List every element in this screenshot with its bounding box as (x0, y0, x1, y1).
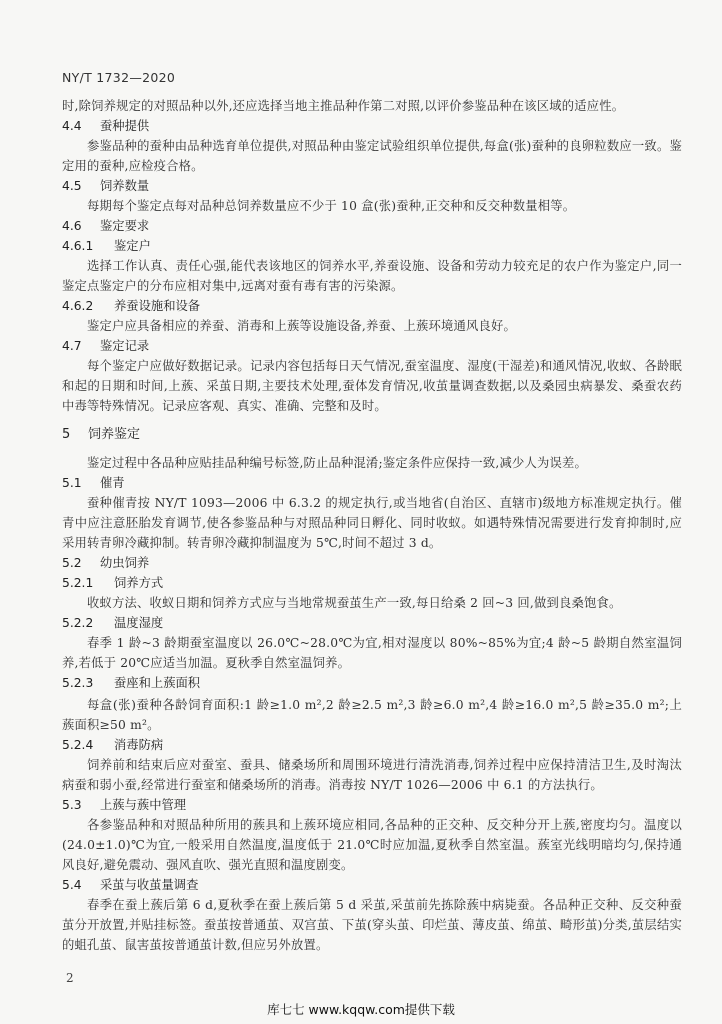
section-title: 消毒防病 (114, 738, 164, 752)
section-text-5-1: 蚕种催青按 NY/T 1093—2006 中 6.3.2 的规定执行,或当地省(自治区、直辖市)级地方标准规定执行。催青中应注意胚胎发育调节,使各参鉴品种与对照品种同日孵化、同时收蚁。如遇特殊情况需要进行发育抑制时,应采用转青卵冷藏抑制。转青卵冷藏抑制温度为 5℃,时间不超过 3 d。 (62, 496, 682, 550)
section-heading-5-3 (62, 795, 682, 815)
section-title: 催青 (100, 476, 125, 490)
section-heading-5-2-2 (62, 613, 682, 633)
section-text-4-4: 参鉴品种的蚕种由品种选育单位提供,对照品种由鉴定试验组织单位提供,每盒(张)蚕种的良卵粒数应一致。鉴定用的蚕种,应检疫合格。 (62, 139, 682, 173)
section-text-5-2-4: 饲养前和结束后应对蚕室、蚕具、储桑场所和周围环境进行清洗消毒,饲养过程中应保持清洁卫生,及时淘汰病蚕和弱小蚕,经常进行蚕室和储桑场所的消毒。消毒按 NY/T 1026—2006 中 6.1 的方法执行。 (62, 758, 682, 792)
standard-id: NY/T 1732—2020 (62, 70, 176, 85)
section-text-4-6-2: 鉴定户应具备相应的养蚕、消毒和上蔟等设施设备,养蚕、上蔟环境通风良好。 (87, 319, 517, 333)
section-heading-5-2-3 (62, 673, 682, 693)
section-text-4-5: 每期每个鉴定点每对品种总饲养数量应不少于 10 盒(张)蚕种,正交种和反交种数量相等。 (87, 199, 576, 213)
section-text-5: 鉴定过程中各品种应贴挂品种编号标签,防止品种混淆;鉴定条件应保持一致,减少人为误差。 (87, 456, 587, 470)
section-heading-4-6 (62, 216, 682, 236)
section-heading-4-7 (62, 336, 682, 356)
section-number: 5.1 (62, 476, 82, 490)
section-title: 养蚕设施和设备 (114, 299, 201, 313)
section-number: 5.2.1 (62, 576, 94, 590)
section-text-4-7: 每个鉴定户应做好数据记录。记录内容包括每日天气情况,蚕室温度、湿度(干湿差)和通风情况,收蚁、各龄眠和起的日期和时间,上蔟、采茧日期,主要技术处理,蚕体发育情况,收茧量调查数据,以及桑园虫病暴发、桑蚕农药中毒等特殊情况。记录应客观、真实、准确、完整和及时。 (62, 359, 682, 413)
section-number: 4.6.2 (62, 299, 94, 313)
section-number: 5.3 (62, 798, 82, 812)
section-heading-4-4 (62, 116, 682, 136)
intro-paragraph: 时,除饲养规定的对照品种以外,还应选择当地主推品种作第二对照,以评价参鉴品种在该区域的适应性。 (62, 99, 625, 113)
section-text-5-4: 春季在蚕上蔟后第 6 d,夏秋季在蚕上蔟后第 5 d 采茧,采茧前先拣除蔟中病毙蚕。各品种正交种、反交种蚕茧分开放置,并贴挂标签。蚕茧按普通茧、双宫茧、下茧(穿头茧、印烂茧、薄皮茧、绵茧、畸形茧)分类,茧层结实的蛆孔茧、鼠害茧按普通茧计数,但应另外放置。 (62, 898, 682, 952)
section-number: 5.4 (62, 878, 82, 892)
section-number: 4.6 (62, 219, 82, 233)
document-body (62, 96, 682, 955)
section-title: 幼虫饲养 (100, 556, 150, 570)
section-title: 上蔟与蔟中管理 (100, 798, 187, 812)
section-heading-5-2 (62, 553, 682, 573)
section-text-5-2-2: 春季 1 龄~3 龄期蚕室温度以 26.0℃~28.0℃为宜,相对湿度以 80%~85%为宜;4 龄~5 龄期自然室温饲养,若低于 20℃应适当加温。夏秋季自然室温饲养。 (62, 636, 682, 670)
section-title: 蚕座和上蔟面积 (114, 676, 201, 690)
section-number: 4.5 (62, 179, 82, 193)
section-heading-4-6-1 (62, 236, 682, 256)
section-heading-4-5 (62, 176, 682, 196)
section-text-5-2-1: 收蚁方法、收蚁日期和饲养方式应与当地常规蚕茧生产一致,每日给桑 2 回~3 回,做到良桑饱食。 (87, 596, 622, 610)
section-number: 4.4 (62, 119, 82, 133)
section-title: 蚕种提供 (100, 119, 150, 133)
section-title: 饲养数量 (100, 179, 150, 193)
section-number: 5 (62, 427, 71, 442)
page-number: 2 (66, 971, 74, 985)
section-title: 鉴定户 (114, 239, 151, 253)
section-number: 5.2.3 (62, 676, 94, 690)
section-title: 饲养方式 (114, 576, 164, 590)
section-heading-5-2-4 (62, 735, 682, 755)
section-heading-5-2-1 (62, 573, 682, 593)
section-number: 4.6.1 (62, 239, 94, 253)
section-title: 鉴定要求 (100, 219, 150, 233)
section-title: 温度湿度 (114, 616, 164, 630)
section-title: 鉴定记录 (100, 339, 150, 353)
section-number: 5.2.4 (62, 738, 94, 752)
footer-watermark: 库七七 www.kqqw.com提供下载 (267, 1002, 455, 1017)
section-heading-5 (62, 425, 682, 445)
section-heading-5-1 (62, 473, 682, 493)
section-heading-4-6-2 (62, 296, 682, 316)
section-title: 饲养鉴定 (88, 427, 141, 442)
section-text-5-2-3: 每盒(张)蚕种各龄饲育面积:1 龄≥1.0 m²,2 龄≥2.5 m²,3 龄≥6.0 m²,4 龄≥16.0 m²,5 龄≥35.0 m²;上蔟面积≥50 m²。 (62, 698, 682, 732)
section-number: 4.7 (62, 339, 82, 353)
section-title: 采茧与收茧量调查 (100, 878, 199, 892)
section-number: 5.2 (62, 556, 82, 570)
section-text-5-3: 各参鉴品种和对照品种所用的蔟具和上蔟环境应相同,各品种的正交种、反交种分开上蔟,密度均匀。温度以(24.0±1.0)℃为宜,一般采用自然温度,温度低于 21.0℃时应加温,夏秋季自然室温。蔟室光线明暗均匀,保持通风良好,避免震动、强风直吹、强光直照和温度剧变。 (62, 818, 682, 872)
section-number: 5.2.2 (62, 616, 94, 630)
section-text-4-6-1: 选择工作认真、责任心强,能代表该地区的饲养水平,养蚕设施、设备和劳动力较充足的农户作为鉴定户,同一鉴定点鉴定户的分布应相对集中,远离对蚕有毒有害的污染源。 (62, 259, 682, 293)
section-heading-5-4 (62, 875, 682, 895)
